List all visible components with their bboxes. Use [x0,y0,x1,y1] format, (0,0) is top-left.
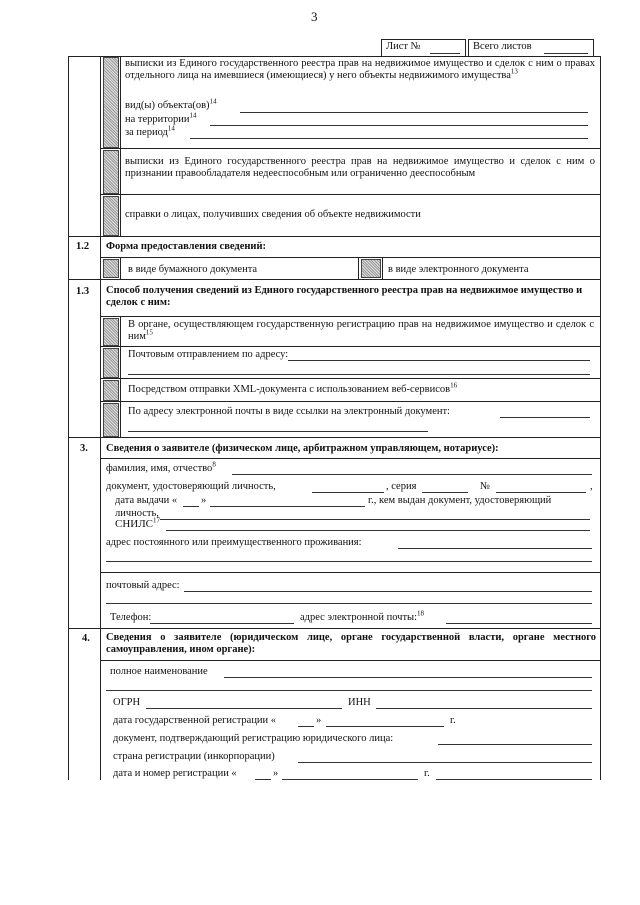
section-4-number: 4. [82,633,90,644]
reg-number-field-2[interactable] [436,779,592,780]
series-field[interactable] [422,492,468,493]
section-4-title: Сведения о заявителе (юридическом лице, органе государственной власти, органе местного самоуправления, ином органе): [106,632,596,656]
country-label: страна регистрации (инкорпорации) [113,751,275,762]
row-divider [100,148,600,149]
issued-by-field[interactable] [160,519,590,520]
inn-field[interactable] [376,708,592,709]
number-comma: , [590,481,593,492]
persons-info-text: справки о лицах, получивших сведения об объекте недвижимости [125,209,421,220]
reg-day-field[interactable] [298,726,314,727]
by-mail-checkbox[interactable] [103,348,119,378]
total-sheets-box [468,39,594,57]
extract-rights-checkbox[interactable] [103,57,119,148]
row-divider [100,458,600,459]
reg-doc-field[interactable] [438,744,592,745]
snils-label: СНИЛС$^{17}$ [115,516,161,530]
row-divider [100,194,600,195]
table-right-border [600,56,601,780]
reg-date-close: » [316,715,322,726]
extract-incapable-checkbox[interactable] [103,150,119,194]
row-divider [68,628,600,629]
section-3-title: Сведения о заявителе (физическом лице, арбитражном управляющем, нотариусе): [106,443,499,454]
paper-form-checkbox[interactable] [103,259,119,278]
cell-border [358,257,359,279]
period-field[interactable] [190,138,588,139]
territory-label: на территории$^{14}$ [125,111,197,125]
email-link-field-2[interactable] [128,431,428,432]
reg-date-label: дата государственной регистрации « [113,715,277,726]
row-divider [100,378,600,379]
id-doc-field[interactable] [312,492,384,493]
reg-number-day-field[interactable] [255,779,271,780]
checkbox-column-border [120,56,121,236]
row-divider [100,572,600,573]
persons-info-checkbox[interactable] [103,196,119,236]
cell-border [382,257,383,279]
in-office-text: В органе, осуществляющем государственную регистрацию прав на недвижимое имущество и сделок с ним$^{15}$ [128,319,594,343]
object-type-field[interactable] [240,112,588,113]
residence-address-field[interactable] [398,548,592,549]
paper-form-label: в виде бумажного документа [128,264,258,275]
by-mail-label: Почтовым отправлением по адресу: [128,349,289,360]
cell-border [120,257,121,279]
inn-label: ИНН [348,697,371,708]
xml-webservice-text: Посредством отправки XML-документа с использованием веб-сервисов$^{16}$ [128,381,458,395]
electronic-form-checkbox[interactable] [361,259,381,278]
mail-address-field-2[interactable] [128,374,590,375]
email-link-label: По адресу электронной почты в виде ссылки на электронный документ: [128,406,450,417]
email-link-field[interactable] [500,417,590,418]
checkbox-column-border [120,316,121,437]
row-divider [68,236,600,237]
identity-label: личность, [115,508,159,519]
residence-address-field-2[interactable] [106,561,592,562]
electronic-form-label: в виде электронного документа [388,264,529,275]
email-label: адрес электронной почты:$^{18}$ [300,609,425,623]
section-1-3-number: 1.3 [76,286,90,297]
id-doc-label: документ, удостоверяющий личность, [106,481,276,492]
reg-number-field[interactable] [282,779,418,780]
postal-address-field-2[interactable] [106,603,592,604]
reg-number-year-suffix: г. [424,768,430,779]
table-left-border [68,56,69,780]
row-divider [68,279,600,280]
fio-label: фамилия, имя, отчество$^8$ [106,460,216,474]
postal-address-label: почтовый адрес: [106,580,180,591]
postal-address-field[interactable] [184,591,592,592]
object-type-label: вид(ы) объекта(ов)$^{14}$ [125,97,217,111]
ogrn-label: ОГРН [113,697,141,708]
ogrn-field[interactable] [146,708,342,709]
row-divider [100,257,600,258]
in-office-checkbox[interactable] [103,318,119,346]
phone-label: Телефон: [110,612,152,623]
xml-webservice-checkbox[interactable] [103,380,119,401]
reg-month-year-field[interactable] [326,726,444,727]
reg-number-close: » [273,768,279,779]
total-sheets-label: Всего листов [473,41,532,52]
row-divider [100,316,600,317]
residence-address-label: адрес постоянного или преимущественного проживания: [106,537,362,548]
row-divider [100,660,600,661]
reg-doc-label: документ, подтверждающий регистрацию юридического лица: [113,733,394,744]
issue-month-year-field[interactable] [210,506,365,507]
table-number-column-border [100,56,101,780]
territory-field[interactable] [210,125,588,126]
page-number: 3 [311,9,318,24]
issued-by-label: г., кем выдан документ, удостоверяющий [368,495,552,506]
section-1-2-number: 1.2 [76,241,90,252]
full-name-label: полное наименование [110,666,208,677]
full-name-field[interactable] [224,677,592,678]
country-field[interactable] [298,762,592,763]
extract-rights-text: выписки из Единого государственного реестра прав на недвижимое имущество и сделок с ним о правах отдельного лица на имевшиеся (имеющиеся) у него объекты недвижимого имущества$^{13}$ [125,58,595,82]
table-top-border [68,56,600,57]
reg-year-suffix: г. [450,715,456,726]
period-label: за период$^{14}$ [125,124,175,138]
phone-field[interactable] [150,623,294,624]
issue-date-label: дата выдачи « [115,495,178,506]
section-1-2-title: Форма предоставления сведений: [106,241,267,252]
extract-incapable-text: выписки из Единого государственного реестра прав на недвижимое имущество и сделок с ним о признании правообладателя недееспособным или ограниченно дееспособным [125,156,595,180]
mail-address-field[interactable] [288,360,590,361]
row-divider [100,401,600,402]
series-label: , серия [386,481,417,492]
email-field[interactable] [446,623,592,624]
section-3-number: 3. [80,443,88,454]
email-link-checkbox[interactable] [103,403,119,437]
issue-day-field[interactable] [183,506,199,507]
fio-field[interactable] [232,474,592,475]
reg-number-label: дата и номер регистрации « [113,768,237,779]
row-divider [100,346,600,347]
number-label: № [480,481,491,492]
row-divider [68,437,600,438]
sheet-number-box [381,39,466,57]
sheet-number-label: Лист № [386,41,421,52]
full-name-field-2[interactable] [106,690,592,691]
section-1-3-title: Способ получения сведений из Единого государственного реестра прав на недвижимое имущество и сделок с ним: [106,285,583,309]
issue-date-close: » [201,495,207,506]
number-field[interactable] [496,492,586,493]
snils-field[interactable] [166,530,590,531]
